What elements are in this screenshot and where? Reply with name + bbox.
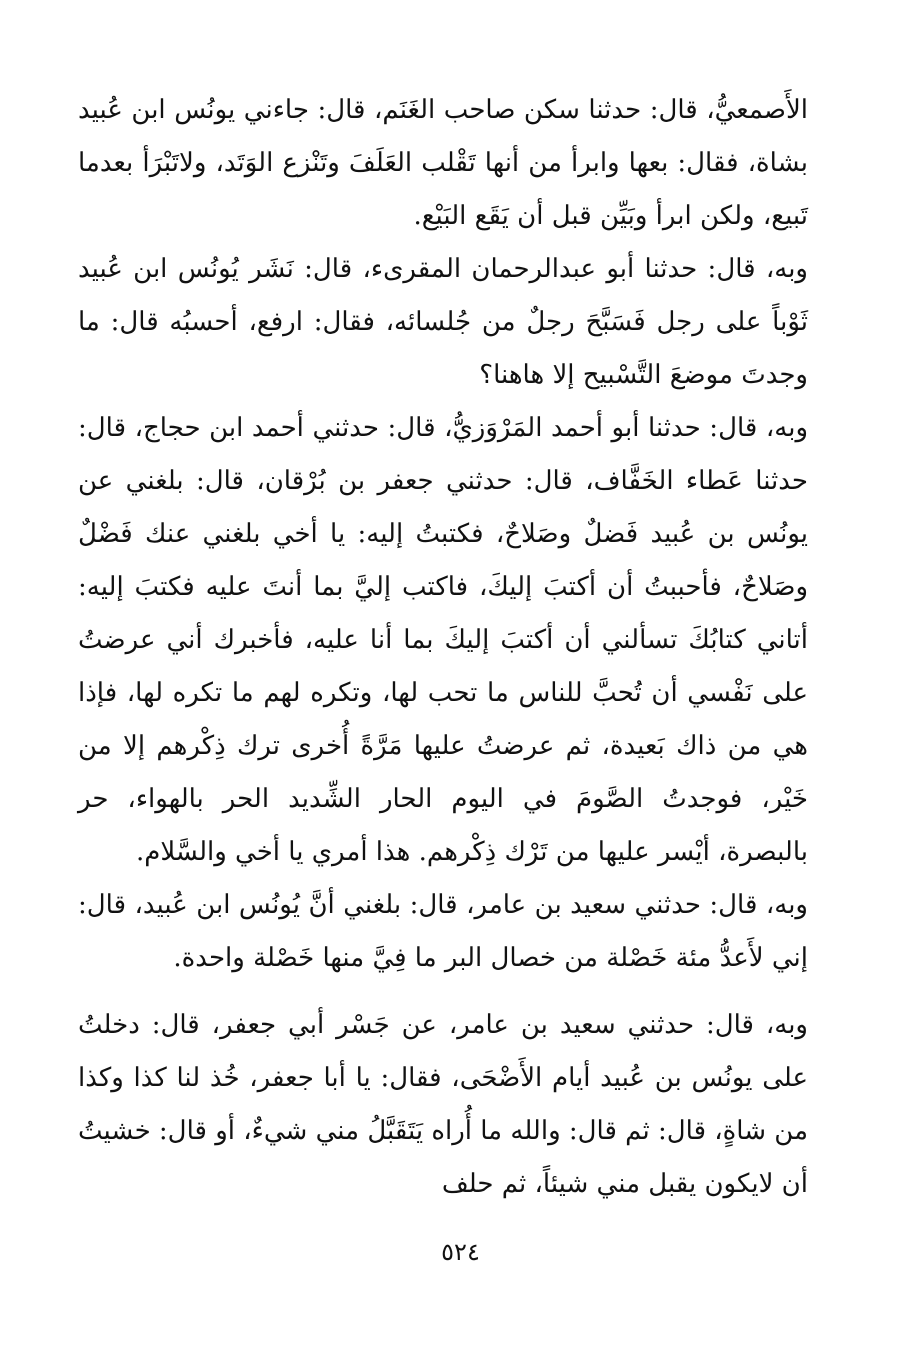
paragraph-1: الأَصمعيُّ، قال: حدثنا سكن صاحب الغَنَم، قال: جاءني يونُس ابن عُبيد بشاة، فقال: بعها وابرأ من أنها تَقْلب العَلَفَ وتَنْزع الوَتَد، ولاتَبْرَأ بعدما تَبيع، ولكن ابرأ وبَيِّن قبل أن يَقَع البَيْع. [78,95,808,231]
paragraph-4: وبه، قال: حدثني سعيد بن عامر، قال: بلغني أنَّ يُونُس ابن عُبيد، قال: إني لأَعدُّ مئة خَصْلة من خصال البر ما فِيَّ منها خَصْلة واحدة. [78,890,808,973]
body-text [78,84,808,1211]
paragraph-2: وبه، قال: حدثنا أبو عبدالرحمان المقرىء، قال: نَشَر يُونُس ابن عُبيد ثَوْباً على رجل فَسَبَّحَ رجلٌ من جُلسائه، فقال: ارفع، أحسبُه قال: ما وجدتَ موضعَ التَّسْبيح إلا هاهنا؟ [78,254,808,390]
page-number: ٥٢٤ [441,1238,480,1266]
paragraph-5: وبه، قال: حدثني سعيد بن عامر، عن جَسْر أبي جعفر، قال: دخلتُ على يونُس بن عُبيد أيام الأَضْحَى، فقال: يا أبا جعفر، خُذ لنا كذا وكذا من شاةٍ، قال: ثم قال: والله ما أُراه يَتَقَبَّلُ مني شيءٌ، أو قال: خشيتُ أن لايكون يقبل مني شيئاً، ثم حلف [78,1010,808,1199]
paragraph-3: وبه، قال: حدثنا أبو أحمد المَرْوَزيُّ، قال: حدثني أحمد ابن حجاج، قال: حدثنا عَطاء الخَفَّاف، قال: حدثني جعفر بن بُرْقان، قال: بلغني عن يونُس بن عُبيد فَضلٌ وصَلاحٌ، فكتبتُ إليه: يا أخي بلغني عنك فَضْلٌ وصَلاحٌ، فأحببتُ أن أكتبَ إليكَ، فاكتب إليَّ بما أنتَ عليه فكتبَ إليه: أتاني كتابُكَ تسألني أن أكتبَ إليكَ بما أنا عليه، فأخبرك أني عرضتُ على نَفْسي أن تُحبَّ للناس ما تحب لها، وتكره لهم ما تكره لها، فإذا هي من ذاك بَعيدة، ثم عرضتُ عليها مَرَّةً أُخرى ترك ذِكْرهم إلا من خَيْر، فوجدتُ الصَّومَ في اليوم الحار الشِّديد الحر بالهواء، حر بالبصرة، أيْسر عليها من تَرْك ذِكْرهم. هذا أمري يا أخي والسَّلام. [78,413,808,867]
